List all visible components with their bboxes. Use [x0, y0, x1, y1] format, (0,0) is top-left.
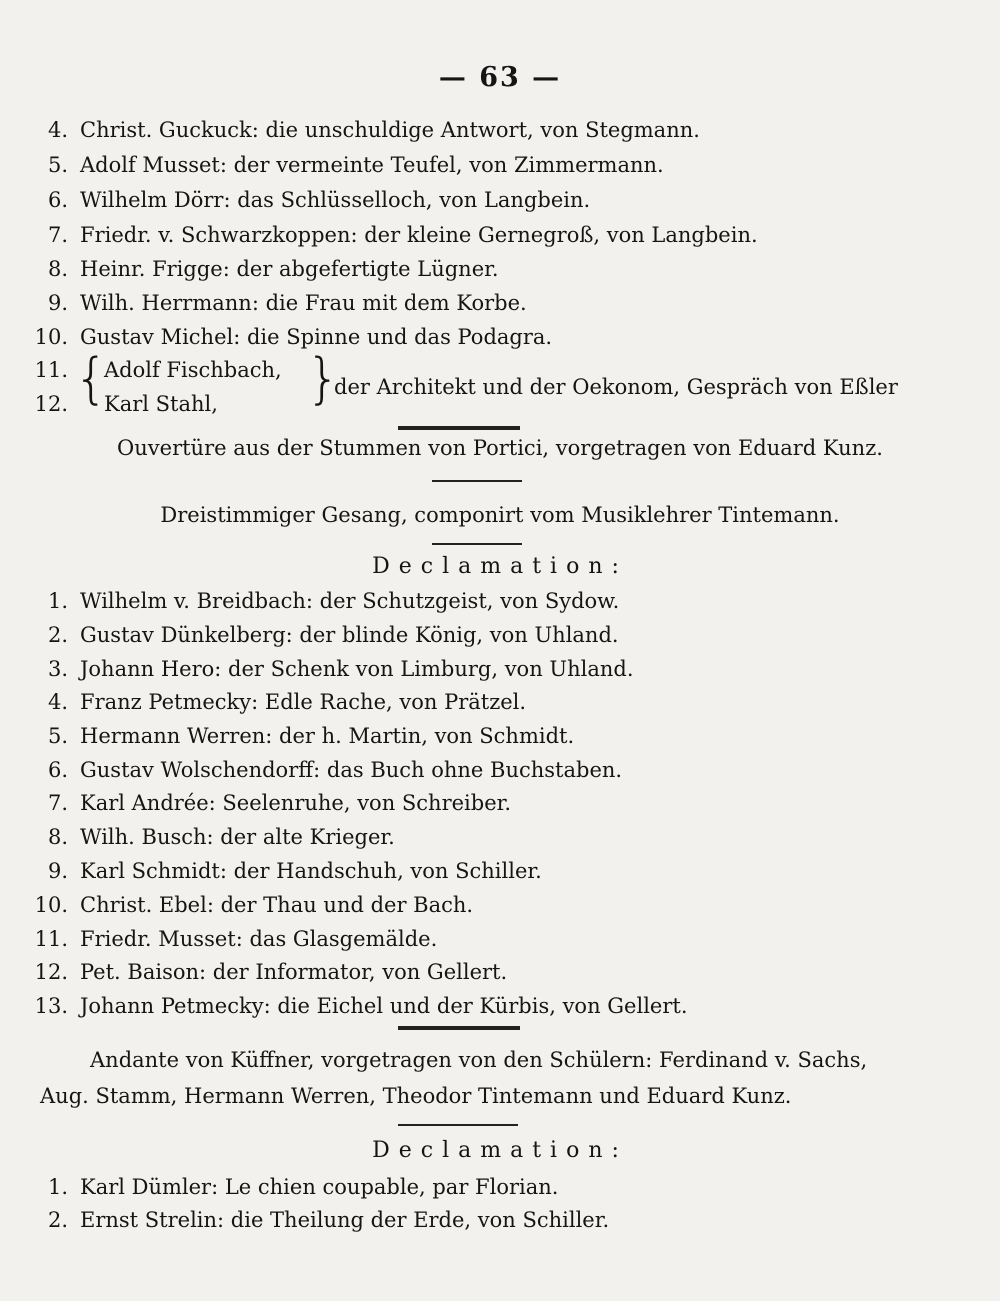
item-text: Johann Hero: der Schenk von Limburg, von Uhland.: [80, 657, 634, 681]
section-heading-declamation: Declamation:: [372, 1138, 628, 1163]
andante-line-2: Aug. Stamm, Hermann Werren, Theodor Tintemann und Eduard Kunz.: [40, 1084, 792, 1108]
item-number: 5.: [47, 724, 68, 748]
item-number: 8.: [47, 825, 68, 849]
item-number: 6.: [47, 188, 68, 212]
item-text: Pet. Baison: der Informator, von Gellert.: [80, 960, 508, 984]
item-number: 3.: [47, 657, 68, 681]
divider: [398, 1026, 520, 1030]
item-text: Adolf Fischbach,: [104, 358, 282, 382]
item-text: Wilh. Herrmann: die Frau mit dem Korbe.: [80, 291, 527, 315]
item-number: 11.: [34, 358, 68, 382]
item-number: 1.: [47, 589, 68, 613]
andante-line-1: Andante von Küffner, vorgetragen von den Schülern: Ferdinand v. Sachs,: [90, 1048, 868, 1072]
item-number: 1.: [47, 1175, 68, 1199]
item-number: 10.: [34, 325, 68, 349]
item-text: Karl Stahl,: [104, 392, 218, 416]
item-text: Heinr. Frigge: der abgefertigte Lügner.: [80, 257, 499, 281]
item-number: 5.: [47, 153, 68, 177]
item-text: Karl Schmidt: der Handschuh, von Schiller.: [80, 859, 542, 883]
item-text: Friedr. Musset: das Glasgemälde.: [80, 927, 438, 951]
divider: [398, 426, 520, 430]
left-brace-icon: {: [74, 347, 109, 410]
overture-line: Ouvertüre aus der Stummen von Portici, vorgetragen von Eduard Kunz.: [117, 436, 883, 460]
item-number: 8.: [47, 257, 68, 281]
item-text: Christ. Ebel: der Thau und der Bach.: [80, 893, 474, 917]
divider: [398, 1124, 518, 1126]
item-number: 6.: [47, 758, 68, 782]
item-text: Hermann Werren: der h. Martin, von Schmidt.: [80, 724, 575, 748]
item-text: Gustav Michel: die Spinne und das Podagra.: [80, 325, 553, 349]
item-text: Johann Petmecky: die Eichel und der Kürbis, von Gellert.: [80, 994, 688, 1018]
song-line: Dreistimmiger Gesang, componirt vom Musiklehrer Tintemann.: [160, 503, 840, 527]
item-text: Gustav Wolschendorff: das Buch ohne Buchstaben.: [80, 758, 623, 782]
item-text: Ernst Strelin: die Theilung der Erde, von Schiller.: [80, 1208, 610, 1232]
item-number: 12.: [34, 392, 68, 416]
item-number: 2.: [47, 623, 68, 647]
item-number: 9.: [47, 859, 68, 883]
item-text: Franz Petmecky: Edle Rache, von Prätzel.: [80, 690, 527, 714]
item-number: 2.: [47, 1208, 68, 1232]
item-text: Friedr. v. Schwarzkoppen: der kleine Gernegroß, von Langbein.: [80, 223, 758, 247]
page-number: — 63 —: [438, 62, 562, 93]
item-number: 9.: [47, 291, 68, 315]
item-text: Gustav Dünkelberg: der blinde König, von Uhland.: [80, 623, 619, 647]
item-text: Karl Dümler: Le chien coupable, par Florian.: [80, 1175, 559, 1199]
item-number: 7.: [47, 791, 68, 815]
item-text: Adolf Musset: der vermeinte Teufel, von Zimmermann.: [80, 153, 664, 177]
divider: [432, 480, 522, 482]
item-number: 12.: [34, 960, 68, 984]
item-number: 10.: [34, 893, 68, 917]
item-number: 11.: [34, 927, 68, 951]
item-text: Wilhelm Dörr: das Schlüsselloch, von Langbein.: [80, 188, 591, 212]
item-number: 7.: [47, 223, 68, 247]
section-heading-declamation: Declamation:: [372, 554, 628, 579]
item-number: 4.: [47, 118, 68, 142]
right-brace-icon: }: [306, 347, 341, 410]
book-page: — 63 — 4. Christ. Guckuck: die unschuldige Antwort, von Stegmann. 5. Adolf Musset: der vermeinte Teufel, von Zimmermann. 6. Wilhelm Dörr: das Schlüsselloch, von Langbein. 7. Friedr. v. Schwarzkoppen: der kleine Gernegroß, von Langbein. 8. Heinr. Frigge: der abgefertigte Lügner. 9. Wilh. Herrmann: die Frau mit dem Korbe. 10. Gustav Michel: die Spinne und das Podagra. 11. Adolf Fischbach, 12. Karl Stahl, { } der Architekt und der Oekonom, Gespräch von Eßler Ouvertüre aus der Stummen von Portici, vorgetragen von Eduard Kunz. Dreistimmiger Gesang, componirt vom Musiklehrer Tintemann. Declamation: 1. Wilhelm v. Breidbach: der Schutzgeist, von Sydow. 2. Gustav Dünkelberg: der blinde König, von Uhland. 3. Johann Hero: der Schenk von Limburg, von Uhland. 4. Franz Petmecky: Edle Rache, von Prätzel. 5. Hermann Werren: der h. Martin, von Schmidt. 6. Gustav Wolschendorff: das Buch ohne Buchstaben. 7. Karl Andrée: Seelenruhe, von Schreiber. 8. Wilh. Busch: der alte Krieger. 9. Karl Schmidt: der Handschuh, von Schiller. 10. Christ. Ebel: der Thau und der Bach. 11. Friedr. Musset: das Glasgemälde. 12. Pet. Baison: der Informator, von Gellert. 13. Johann Petmecky: die Eichel und der Kürbis, von Gellert. Andante von Küffner, vorgetragen von den Schülern: Ferdinand v. Sachs, Aug. Stamm, Hermann Werren, Theodor Tintemann und Eduard Kunz. Declamation: 1. Karl Dümler: Le chien coupable, par Florian. 2. Ernst Strelin: die Theilung der Erde, von Schiller.: [0, 0, 1000, 1301]
divider: [432, 543, 522, 545]
item-number: 4.: [47, 690, 68, 714]
item-number: 13.: [34, 994, 68, 1018]
item-text: Wilh. Busch: der alte Krieger.: [80, 825, 395, 849]
item-text: Karl Andrée: Seelenruhe, von Schreiber.: [80, 791, 512, 815]
item-text: Wilhelm v. Breidbach: der Schutzgeist, von Sydow.: [80, 589, 620, 613]
andante-paragraph: [40, 1042, 970, 1114]
item-text: Christ. Guckuck: die unschuldige Antwort, von Stegmann.: [80, 118, 700, 142]
